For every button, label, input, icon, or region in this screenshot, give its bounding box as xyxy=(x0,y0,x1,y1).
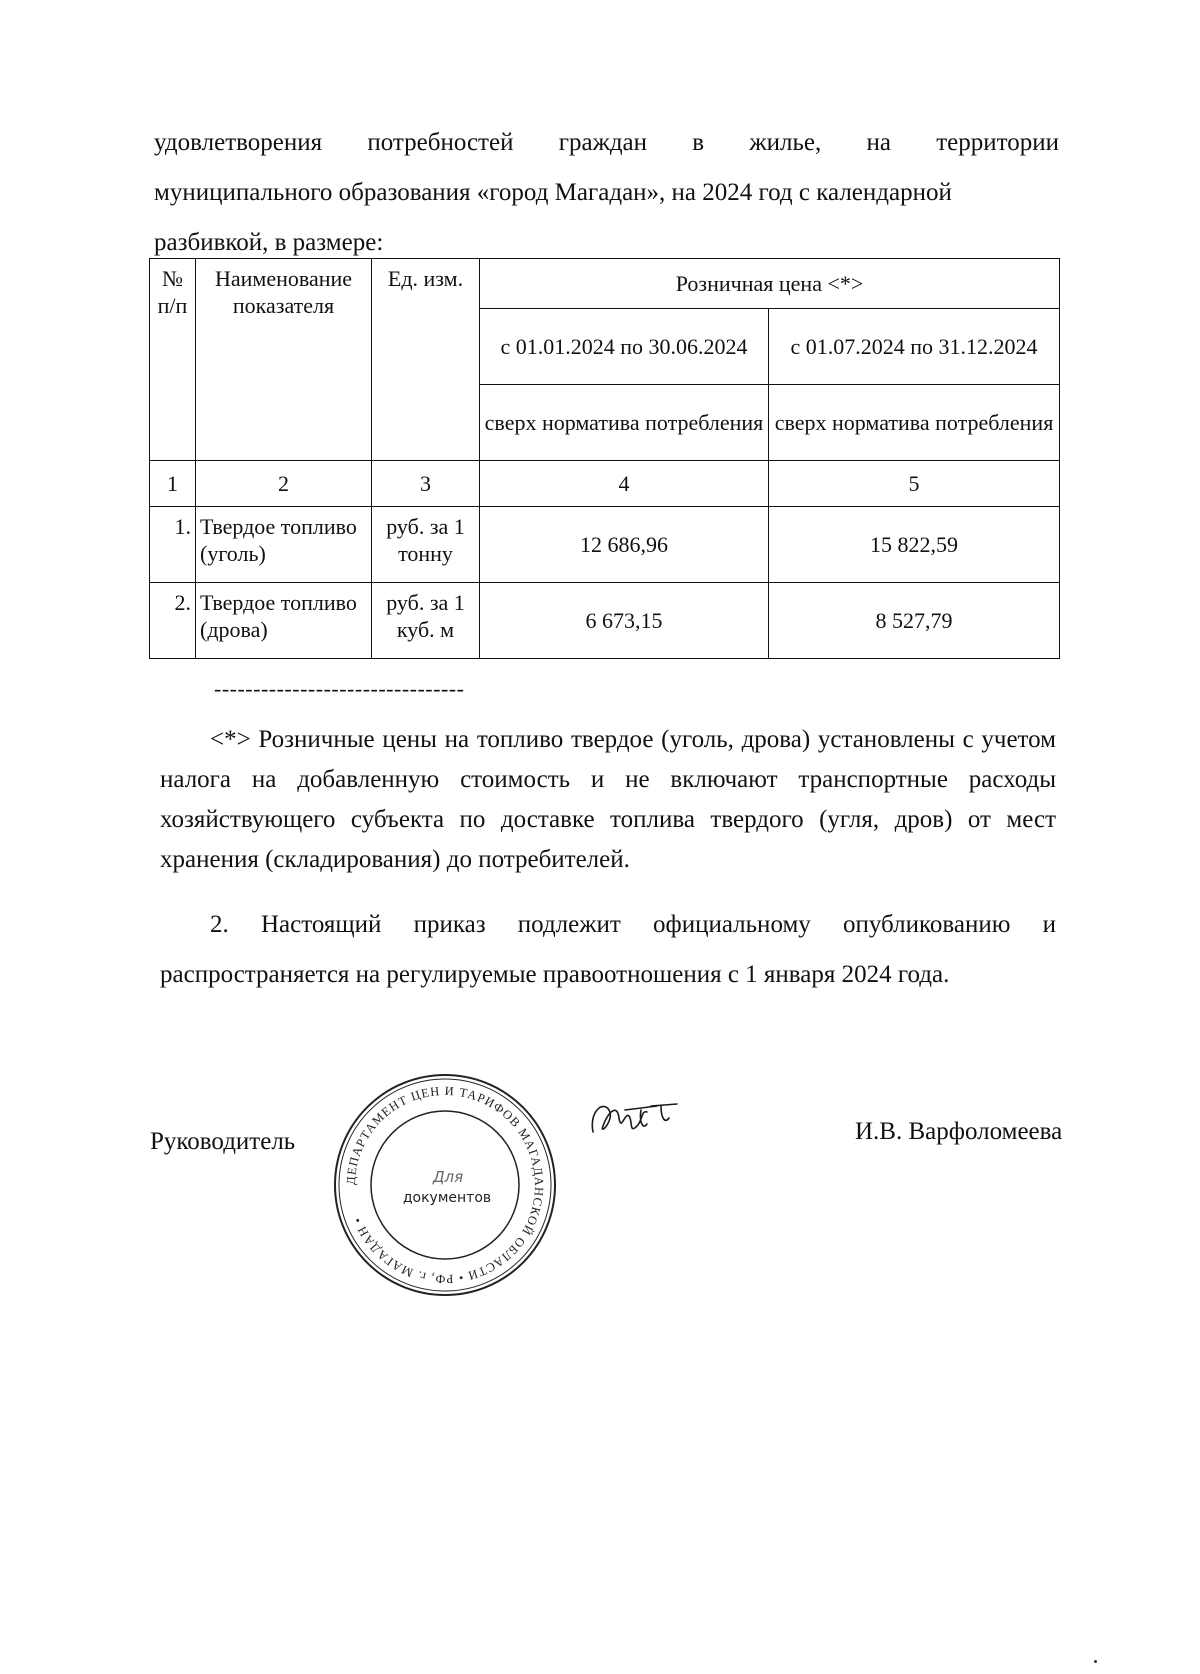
row-name: Твердое топливо (уголь) xyxy=(196,507,372,583)
header-period-1: с 01.01.2024 по 30.06.2024 xyxy=(480,309,769,385)
price-table xyxy=(149,258,1060,659)
row-unit: руб. за 1 куб. м xyxy=(372,583,480,659)
col-number-1: 1 xyxy=(150,461,196,507)
seal-ring-text: ДЕПАРТАМЕНТ ЦЕН И ТАРИФОВ МАГАДАНСКОЙ ОБЛАСТИ • РФ, г. МАГАДАН • xyxy=(343,1083,547,1287)
table-row xyxy=(150,507,1060,583)
row-name: Твердое топливо (дрова) xyxy=(196,583,372,659)
header-norm-1: сверх норматива потребления xyxy=(480,385,769,461)
intro-line-2: муниципального образования «город Магадан», на 2024 год с календарной xyxy=(154,179,952,206)
col-number-5: 5 xyxy=(769,461,1060,507)
footnote-text: <*> Розничные цены на топливо твердое (уголь, дрова) установлены с учетом налога на добавленную стоимость и не включают транспортные расходы хозяйствующего субъекта по доставке топлива твердого (угля, дров) от мест хранения (складирования) до потребителей. xyxy=(160,726,1056,873)
intro-line-1: удовлетворения потребностей граждан в жилье, на территории xyxy=(154,129,1059,156)
col-number-2: 2 xyxy=(196,461,372,507)
intro-paragraph xyxy=(154,118,1059,268)
row-num: 2. xyxy=(150,583,196,659)
scan-speck xyxy=(1094,1660,1097,1663)
official-seal xyxy=(330,1070,560,1300)
handwritten-signature xyxy=(585,1092,685,1152)
col-number-3: 3 xyxy=(372,461,480,507)
row-price-2: 15 822,59 xyxy=(769,507,1060,583)
header-price-group: Розничная цена <*> xyxy=(480,259,1060,309)
header-name: Наименование показателя xyxy=(196,259,372,461)
paragraph-2: 2. Настоящий приказ подлежит официальному опубликованию и распространяется на регулируемые правоотношения с 1 января 2024 года. xyxy=(160,911,1056,988)
header-period-2: с 01.07.2024 по 31.12.2024 xyxy=(769,309,1060,385)
signatory-name: И.В. Варфоломеева xyxy=(855,1118,1063,1145)
row-price-1: 12 686,96 xyxy=(480,507,769,583)
seal-center-line-2: документов xyxy=(402,1190,492,1206)
signatory-title: Руководитель xyxy=(150,1128,296,1155)
col-number-4: 4 xyxy=(480,461,769,507)
table-row xyxy=(150,583,1060,659)
header-unit: Ед. изм. xyxy=(372,259,480,461)
footnote-separator: -------------------------------- xyxy=(214,676,465,701)
row-price-1: 6 673,15 xyxy=(480,583,769,659)
row-num: 1. xyxy=(150,507,196,583)
header-num: № п/п xyxy=(150,259,196,461)
intro-line-3: разбивкой, в размере: xyxy=(154,229,384,256)
seal-center-line-1: Для xyxy=(432,1168,464,1186)
header-norm-2: сверх норматива потребления xyxy=(769,385,1060,461)
row-unit: руб. за 1 тонну xyxy=(372,507,480,583)
row-price-2: 8 527,79 xyxy=(769,583,1060,659)
